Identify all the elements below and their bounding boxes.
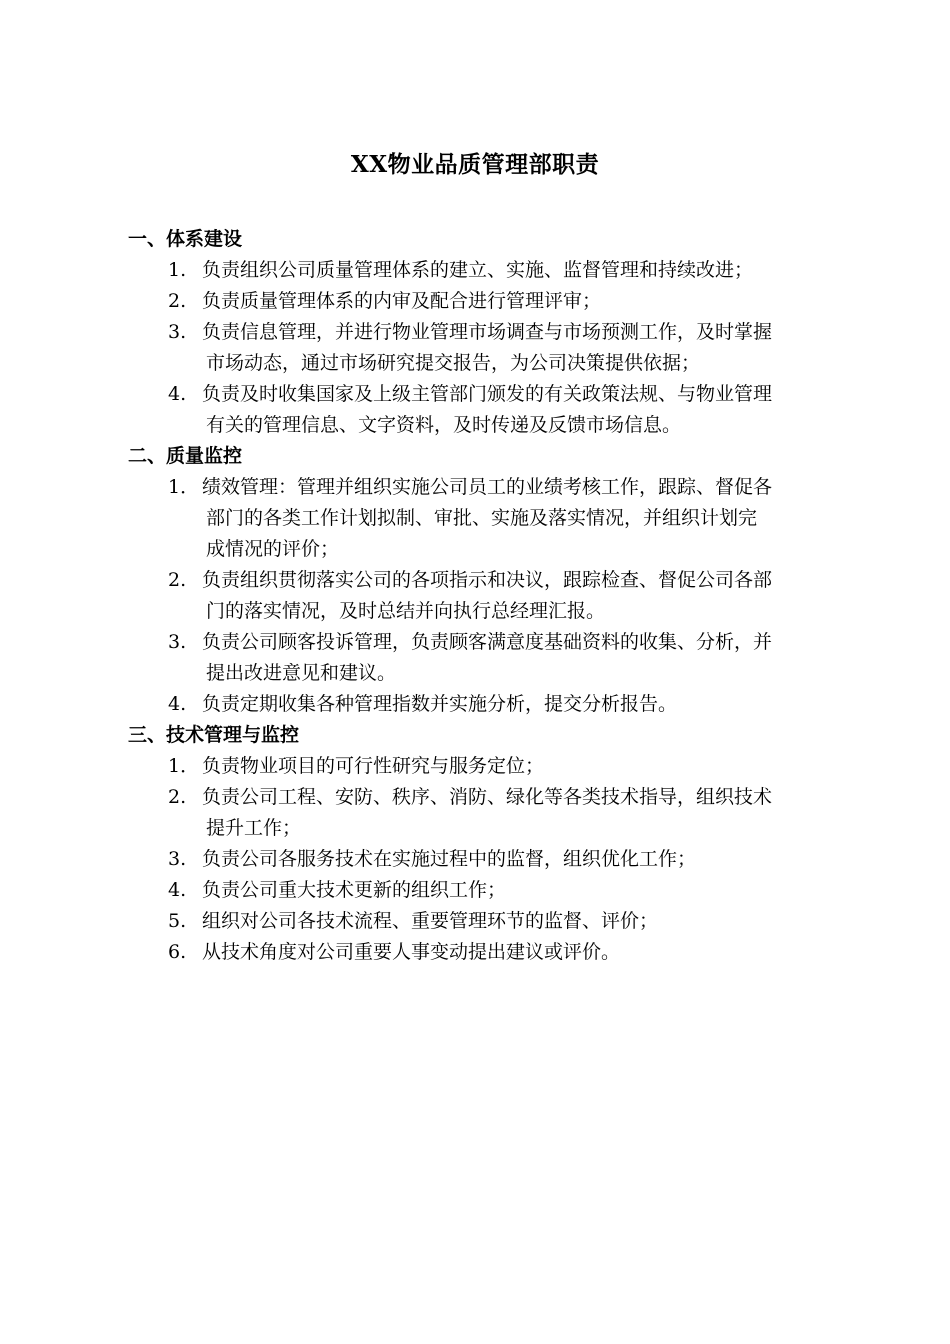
list-item-text: 负责信息管理，并进行物业管理市场调查与市场预测工作，及时掌握: [202, 321, 773, 343]
list-item: [128, 627, 828, 689]
section-heading: 二、质量监控: [128, 445, 243, 467]
list-item: [128, 782, 828, 844]
list-item-text: 提出改进意见和建议。: [206, 662, 397, 684]
list-item-text: 负责公司各服务技术在实施过程中的监督，组织优化工作；: [202, 848, 697, 870]
list-item: [128, 689, 828, 720]
list-item-number: 2.: [168, 569, 187, 591]
list-item: [128, 875, 828, 906]
list-item-text: 负责质量管理体系的内审及配合进行管理评审；: [202, 290, 602, 312]
section: [128, 224, 828, 441]
list-item: [128, 286, 828, 317]
list-item-number: 3.: [168, 848, 187, 870]
section: [128, 720, 828, 968]
list-item-text: 提升工作；: [206, 817, 302, 839]
list-item-number: 1．: [168, 476, 200, 498]
section-heading: 一、体系建设: [128, 228, 243, 250]
list-item-text: 负责公司重大技术更新的组织工作；: [202, 879, 507, 901]
list-item-text: 负责公司工程、安防、秩序、消防、绿化等各类技术指导，组织技术: [202, 786, 773, 808]
list-item: [128, 565, 828, 627]
list-item: [128, 472, 828, 565]
list-item-number: 2.: [168, 786, 187, 808]
document-body: [128, 224, 828, 968]
list-item-text: 组织对公司各技术流程、重要管理环节的监督、评价；: [202, 910, 659, 932]
list-item: [128, 379, 828, 441]
section-heading: 三、技术管理与监控: [128, 724, 300, 746]
list-item-text: 负责公司顾客投诉管理，负责顾客满意度基础资料的收集、分析，并: [202, 631, 773, 653]
section: [128, 441, 828, 720]
list-item-text: 负责定期收集各种管理指数并实施分析，提交分析报告。: [202, 693, 678, 715]
list-item-number: 4.: [168, 879, 187, 901]
list-item-number: 1.: [168, 259, 187, 281]
list-item: [128, 844, 828, 875]
list-item-text: 市场动态，通过市场研究提交报告，为公司决策提供依据；: [206, 352, 701, 374]
list-item-text: 部门的各类工作计划拟制、审批、实施及落实情况，并组织计划完: [206, 507, 758, 529]
list-item-text: 负责组织公司质量管理体系的建立、实施、监督管理和持续改进；: [202, 259, 754, 281]
list-item-number: 6.: [168, 941, 187, 963]
list-item: [128, 317, 828, 379]
list-item-number: 5.: [168, 910, 187, 932]
list-item: [128, 751, 828, 782]
list-item-text: 门的落实情况，及时总结并向执行总经理汇报。: [206, 600, 606, 622]
list-item-number: 3.: [168, 631, 187, 653]
list-item: [128, 906, 828, 937]
list-item: [128, 255, 828, 286]
list-item-text: 负责物业项目的可行性研究与服务定位；: [202, 755, 545, 777]
list-item-text: 负责及时收集国家及上级主管部门颁发的有关政策法规、与物业管理: [202, 383, 773, 405]
document-title: XX物业品质管理部职责: [350, 151, 600, 178]
list-item-text: 负责组织贯彻落实公司的各项指示和决议，跟踪检查、督促公司各部: [202, 569, 773, 591]
list-item-number: 3.: [168, 321, 187, 343]
list-item-number: 4.: [168, 693, 187, 715]
list-item-number: 2.: [168, 290, 187, 312]
list-item-text: 成情况的评价；: [206, 538, 340, 560]
list-item: [128, 937, 828, 968]
list-item-text: 绩效管理：管理并组织实施公司员工的业绩考核工作，跟踪、督促各: [202, 476, 773, 498]
list-item-number: 1．: [168, 755, 200, 777]
list-item-text: 有关的管理信息、文字资料，及时传递及反馈市场信息。: [206, 414, 682, 436]
list-item-number: 4.: [168, 383, 187, 405]
list-item-text: 从技术角度对公司重要人事变动提出建议或评价。: [202, 941, 621, 963]
